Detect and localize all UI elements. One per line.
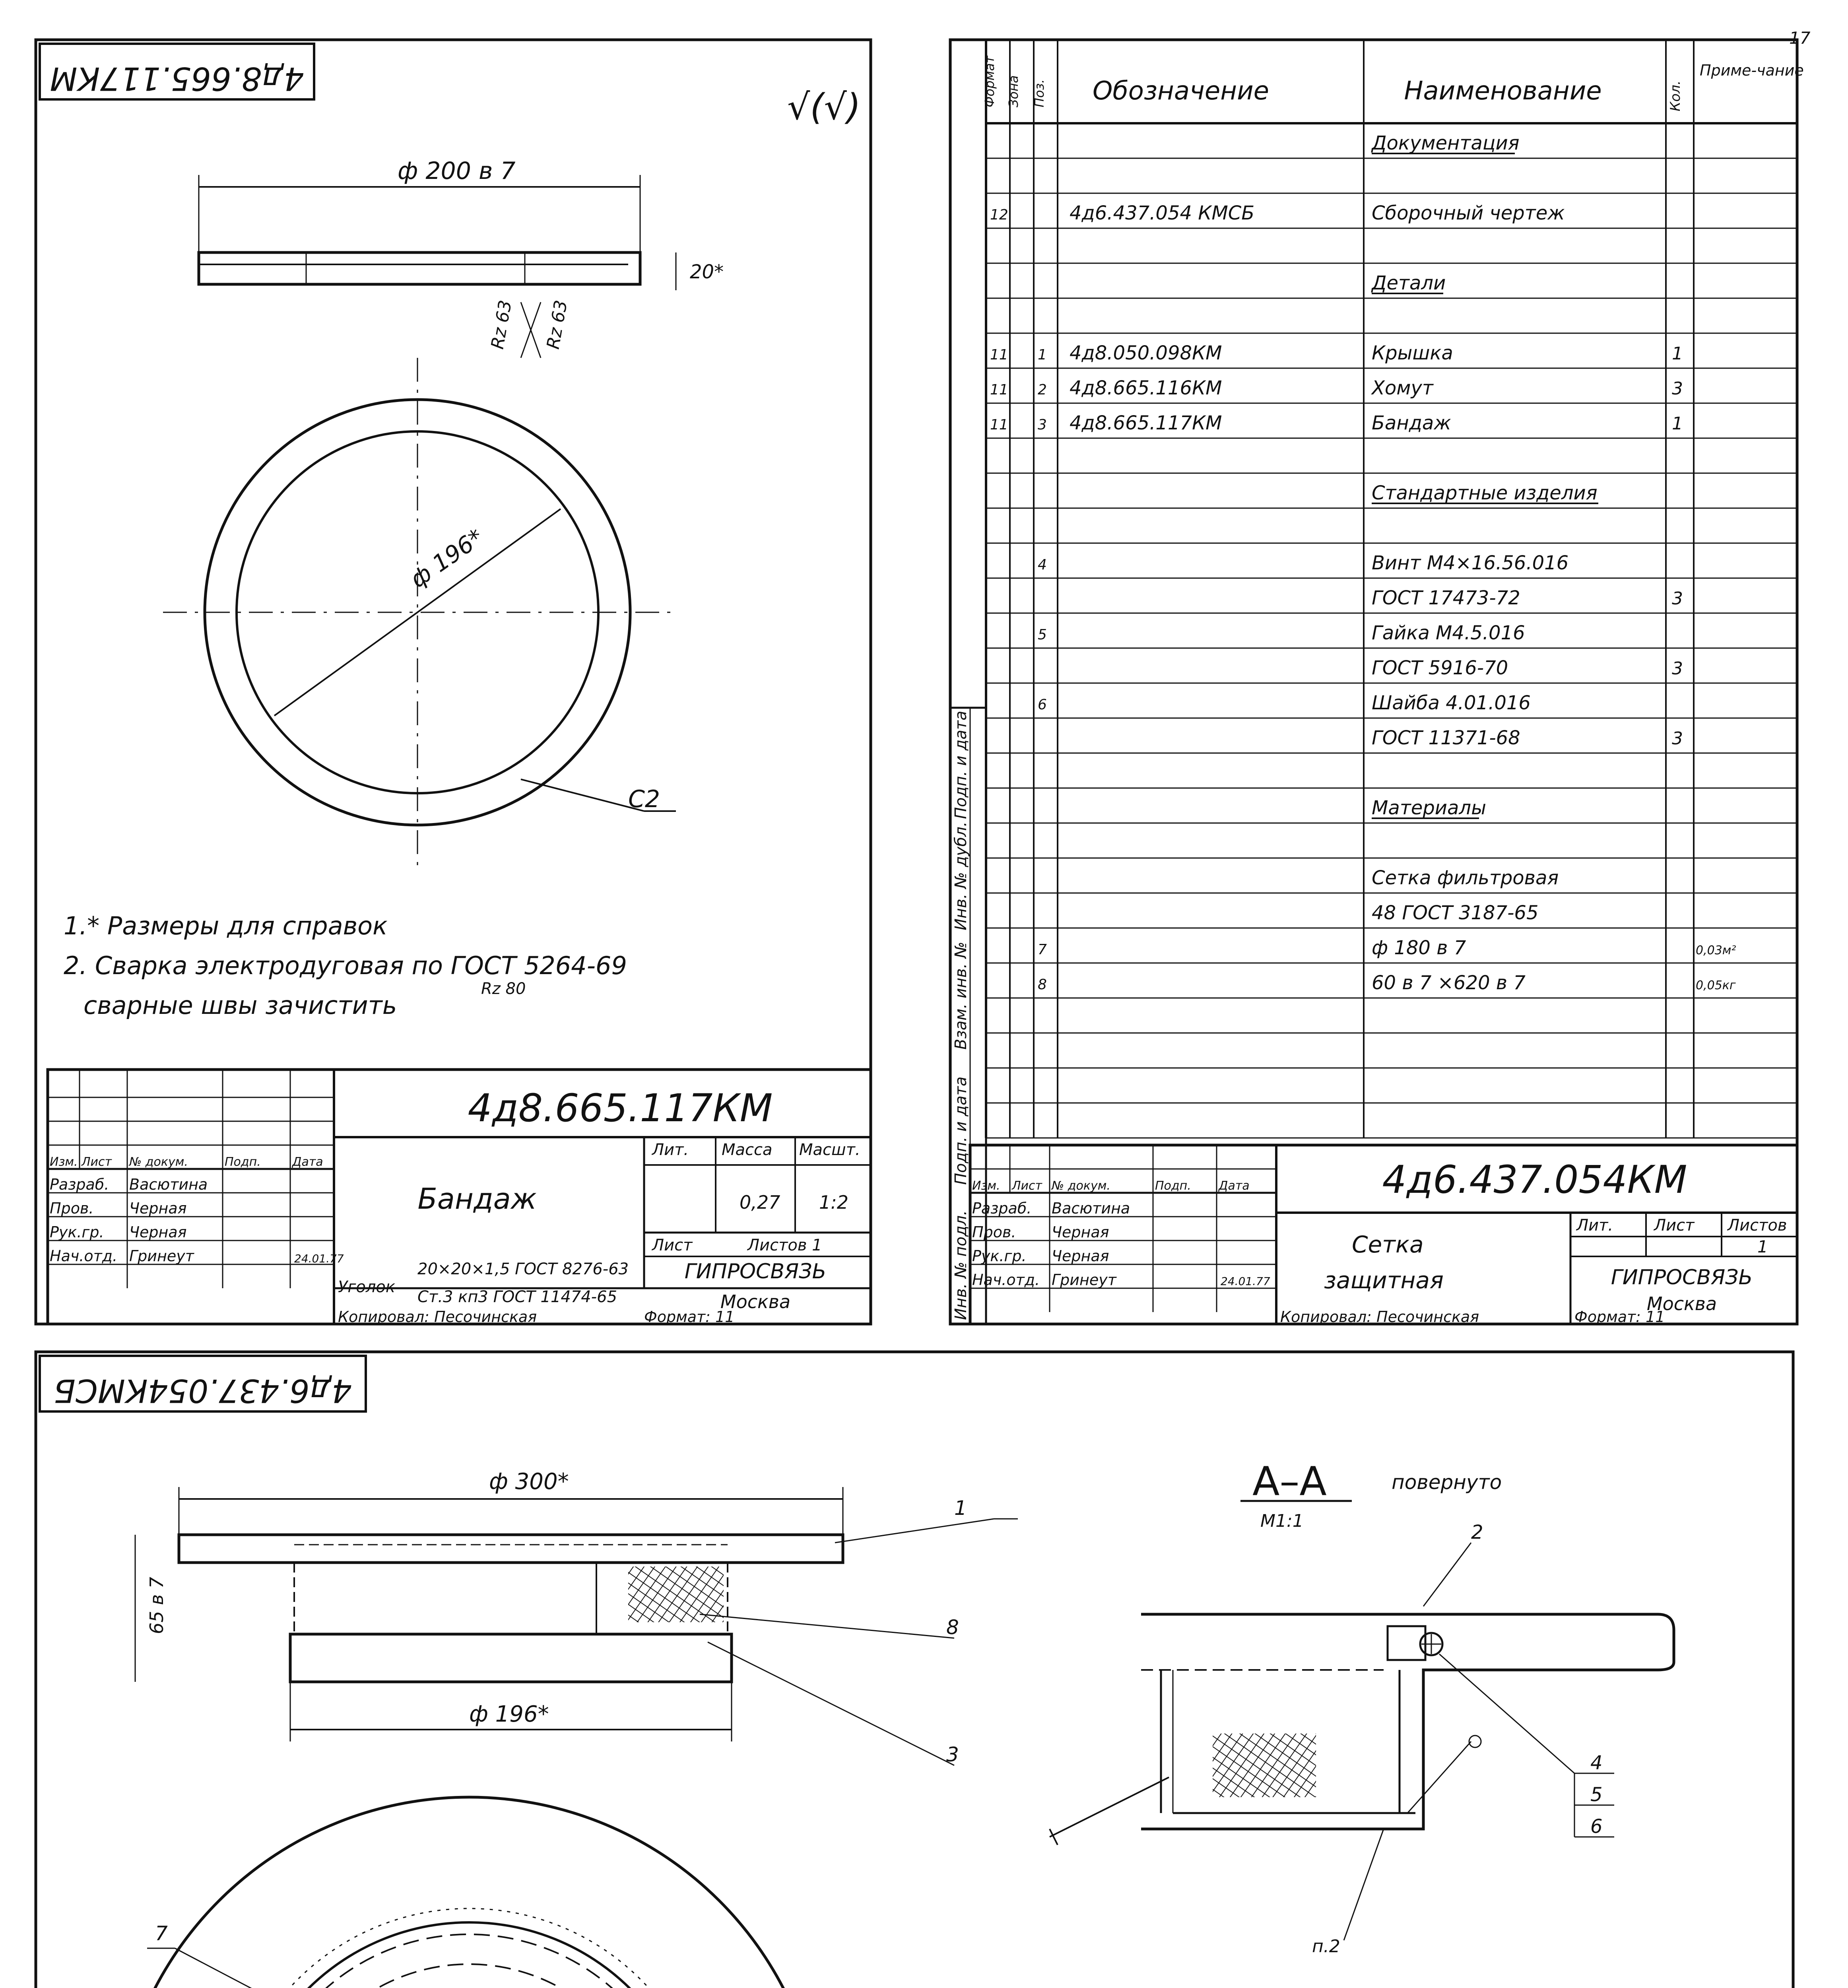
callout-5: 5 xyxy=(1590,1784,1603,1806)
sheet-bandage xyxy=(36,40,871,1326)
assembly-plan-view xyxy=(115,1797,845,1988)
sheet2-col-doc: № докум. xyxy=(1052,1179,1110,1193)
sheet2-person-1: Васютина xyxy=(1052,1200,1130,1217)
sheet1-col-doc: № докум. xyxy=(129,1155,188,1169)
assembly-front-view xyxy=(135,1469,1018,1766)
sheet-specification xyxy=(950,28,1811,1326)
sheet2-person-4: Гринеут xyxy=(1052,1271,1116,1289)
sheet1-material-b: 20×20×1,5 ГОСТ 8276-63 xyxy=(417,1260,629,1278)
sheet2-person-3: Черная xyxy=(1052,1247,1109,1265)
sheet1-col-izm: Изм. xyxy=(50,1155,78,1169)
sheet1-col-date: Дата xyxy=(292,1155,323,1169)
spec-cell-note: 0,05кг xyxy=(1696,978,1736,992)
mesh-hatch-section xyxy=(1213,1734,1316,1797)
spec-cell-name: Материалы xyxy=(1372,797,1486,819)
spec-cell-qty: 3 xyxy=(1672,588,1683,609)
sheet2-person-2: Черная xyxy=(1052,1223,1109,1241)
sheet1-note-3: сварные швы зачистить xyxy=(83,991,397,1020)
spec-cell-name: Детали xyxy=(1372,272,1446,294)
sheet1-date: 24.01.77 xyxy=(294,1252,344,1265)
spec-cell-qty: 1 xyxy=(1672,414,1683,434)
spec-cell-name: Винт М4×16.56.016 xyxy=(1372,552,1569,574)
sheet1-notes xyxy=(64,911,627,1020)
sheet1-mass-label: Масса xyxy=(722,1141,773,1159)
sheet1-material-a: Уголок xyxy=(338,1278,396,1296)
spec-header-note: Приме-чание xyxy=(1700,62,1804,79)
sheet2-col-date: Дата xyxy=(1219,1179,1250,1193)
sheet1-person-2: Черная xyxy=(129,1200,187,1217)
spec-cell-qty: 3 xyxy=(1672,728,1683,749)
dim-top-label: ф 300* xyxy=(489,1469,569,1495)
bandage-side-view xyxy=(199,157,724,358)
spec-cell-pos: 2 xyxy=(1038,382,1047,398)
spec-cell-name: ГОСТ 5916-70 xyxy=(1372,657,1508,679)
spec-header-pos: Поз. xyxy=(1032,79,1047,107)
side-label-5: Подп. и дата xyxy=(952,711,970,819)
cover-outer-circle xyxy=(115,1797,823,1988)
spec-cell-name: Бандаж xyxy=(1372,412,1451,434)
weld-roughness-label: Rz 80 xyxy=(481,980,526,998)
sheet2-role-3: Рук.гр. xyxy=(972,1247,1027,1265)
spec-cell-code: 4д8.665.117КМ xyxy=(1070,412,1222,434)
sheet2-frame xyxy=(950,40,1797,1324)
callout-6: 6 xyxy=(1590,1815,1603,1838)
callout-8: 8 xyxy=(946,1616,959,1639)
dim-inner-label: ф 196* xyxy=(405,523,489,593)
sheet1-mass: 0,27 xyxy=(740,1192,780,1213)
weld-mark-label: C2 xyxy=(628,785,660,813)
spec-cell-pos: 6 xyxy=(1038,697,1047,713)
sheet1-city: Москва xyxy=(720,1291,791,1312)
callout-4: 4 xyxy=(1590,1752,1603,1774)
spec-cell-name: Крышка xyxy=(1372,342,1453,364)
spec-cell-name: Сборочный чертеж xyxy=(1372,202,1565,224)
spec-cell-pos: 5 xyxy=(1038,627,1047,643)
sheet2-col-list: Лист xyxy=(1012,1179,1042,1193)
sheet1-sheets-label: Листов 1 xyxy=(747,1236,822,1254)
sheet2-city: Москва xyxy=(1646,1293,1717,1314)
sheet2-copied: Копировал: Песочинская xyxy=(1280,1308,1479,1326)
sheet1-note-2: 2. Сварка электродуговая по ГОСТ 5264-69 xyxy=(64,951,627,980)
side-label-4: Инв. № дубл. xyxy=(952,821,970,930)
section-aa xyxy=(1050,1458,1674,1957)
sheet1-sheet-label: Лист xyxy=(652,1236,693,1254)
sheet1-copied: Копировал: Песочинская xyxy=(338,1308,537,1326)
sheet2-sheets: 1 xyxy=(1757,1237,1768,1256)
spec-cell-pos: 4 xyxy=(1038,557,1047,573)
sheet2-date: 24.01.77 xyxy=(1221,1275,1270,1288)
spec-cell-name: ГОСТ 11371-68 xyxy=(1372,727,1520,749)
bottom-ring xyxy=(290,1634,732,1682)
spec-cell-name: Шайба 4.01.016 xyxy=(1372,692,1531,714)
bandage-plan-view xyxy=(163,358,676,867)
spec-header-name: Наименование xyxy=(1404,76,1602,106)
sheet2-sheets-label: Листов xyxy=(1728,1216,1787,1235)
sheet1-part-name: Бандаж xyxy=(417,1182,537,1215)
sheet2-name-a: Сетка xyxy=(1352,1231,1424,1258)
sheet2-role-4: Нач.отд. xyxy=(972,1271,1040,1289)
callout-7: 7 xyxy=(155,1922,168,1945)
spec-cell-name: ГОСТ 17473-72 xyxy=(1372,587,1520,609)
spec-header-format: Формат xyxy=(982,56,997,107)
spec-cell-qty: 1 xyxy=(1672,344,1683,364)
dim-outer-label: ф 200 в 7 xyxy=(398,157,516,185)
sheet1-role-4: Нач.отд. xyxy=(50,1247,118,1265)
sheet2-format: Формат: 11 xyxy=(1574,1308,1665,1326)
side-label-1: Инв. № подл. xyxy=(952,1210,970,1320)
spec-cell-name: Стандартные изделия xyxy=(1372,482,1598,504)
mesh-hatch-front xyxy=(628,1567,724,1622)
sheet1-person-3: Черная xyxy=(129,1223,187,1241)
callout-1: 1 xyxy=(954,1497,967,1520)
roughness-symbol: √(√) xyxy=(787,86,861,128)
weld-label: п.2 xyxy=(1312,1936,1340,1957)
section-title: А–А xyxy=(1252,1458,1327,1505)
spec-cell-name: Сетка фильтровая xyxy=(1372,867,1559,889)
side-label-2: Подп. и дата xyxy=(952,1076,970,1185)
spec-cell-pos: 1 xyxy=(1038,347,1047,363)
sheet2-title-block xyxy=(970,1145,1797,1326)
spec-cell-note: 0,03м² xyxy=(1696,944,1736,957)
roughness-right-label: Rz 63 xyxy=(543,299,572,351)
callout-2: 2 xyxy=(1471,1521,1483,1543)
spec-cell-pos: 8 xyxy=(1038,977,1047,993)
spec-cell-name: Документация xyxy=(1372,132,1520,154)
spec-cell-name: Гайка М4.5.016 xyxy=(1372,622,1525,644)
sheet1-title-block xyxy=(48,1070,871,1326)
sheet1-corner-code: 4д8.665.117КМ xyxy=(50,60,304,97)
spec-cell-code: 4д8.665.116КМ xyxy=(1070,377,1222,399)
spec-cell-fmt: 11 xyxy=(990,382,1008,398)
sheet2-name-b: защитная xyxy=(1324,1267,1444,1294)
dim-height-label: 20* xyxy=(690,261,724,283)
sheet2-sheet-label: Лист xyxy=(1654,1216,1695,1235)
sheet1-role-3: Рук.гр. xyxy=(50,1223,104,1241)
sheet3-corner-code: 4д6.437.054КМСБ xyxy=(54,1372,352,1409)
spec-cell-fmt: 12 xyxy=(990,207,1008,223)
sheet2-col-izm: Изм. xyxy=(972,1179,1000,1193)
sheet1-org: ГИПРОСВЯЗЬ xyxy=(684,1260,827,1283)
sheet1-col-list: Лист xyxy=(82,1155,112,1169)
spec-cell-pos: 7 xyxy=(1038,942,1047,958)
sheet1-person-1: Васютина xyxy=(129,1176,208,1193)
dim-height-assembly: 65 в 7 xyxy=(146,1576,167,1634)
section-note: повернуто xyxy=(1392,1471,1502,1494)
spec-cell-name: 48 ГОСТ 3187-65 xyxy=(1372,902,1539,924)
spec-cell-fmt: 11 xyxy=(990,417,1008,433)
cover-plate xyxy=(179,1535,843,1563)
spec-cell-code: 4д8.050.098КМ xyxy=(1070,342,1222,364)
sheet1-scale: 1:2 xyxy=(819,1192,849,1213)
sheet2-role-1: Разраб. xyxy=(972,1200,1032,1217)
spec-header-code: Обозначение xyxy=(1092,76,1270,106)
sheet1-note-1: 1.* Размеры для справок xyxy=(64,911,388,940)
sheet1-col-sign: Подп. xyxy=(225,1155,261,1169)
spec-cell-qty: 3 xyxy=(1672,379,1683,399)
section-scale: М1:1 xyxy=(1260,1511,1304,1531)
spec-cell-name: Хомут xyxy=(1372,377,1433,399)
page-number: 17 xyxy=(1789,28,1811,48)
spec-cell-qty: 3 xyxy=(1672,658,1683,679)
sheet1-role-2: Пров. xyxy=(50,1200,94,1217)
spec-header-qty: Кол. xyxy=(1667,80,1683,111)
side-label-3: Взам. инв. № xyxy=(952,942,970,1050)
sheet1-role-1: Разраб. xyxy=(50,1176,109,1193)
spec-cell-fmt: 11 xyxy=(990,347,1008,363)
sheet1-person-4: Гринеут xyxy=(129,1247,194,1265)
spec-cell-name: ф 180 в 7 xyxy=(1372,937,1466,959)
sheet-assembly xyxy=(36,1352,1793,1988)
dim-bottom-label: ф 196* xyxy=(469,1701,549,1727)
sheet1-scale-label: Масшт. xyxy=(799,1141,860,1159)
sheet2-role-2: Пров. xyxy=(972,1223,1016,1241)
spec-cell-pos: 3 xyxy=(1038,417,1047,433)
ring-circle xyxy=(241,1922,698,1988)
sheet1-format: Формат: 11 xyxy=(644,1308,735,1326)
sheet2-lit-label: Лит. xyxy=(1576,1216,1613,1235)
roughness-left-label: Rz 63 xyxy=(487,299,516,351)
sheet2-org: ГИПРОСВЯЗЬ xyxy=(1611,1266,1753,1289)
spec-cell-name: 60 в 7 ×620 в 7 xyxy=(1372,972,1526,994)
sheet1-lit-label: Лит. xyxy=(652,1141,689,1159)
sheet1-frame xyxy=(36,40,871,1324)
sheet2-designation: 4д6.437.054КМ xyxy=(1382,1157,1687,1202)
sheet1-material-c: Ст.3 кп3 ГОСТ 11474-65 xyxy=(417,1288,617,1306)
spec-header-zone: Зона xyxy=(1006,75,1021,107)
bandage-profile xyxy=(199,252,640,284)
spec-cell-code: 4д6.437.054 КМСБ xyxy=(1070,202,1255,224)
sheet2-col-sign: Подп. xyxy=(1155,1179,1191,1193)
callout-3: 3 xyxy=(946,1743,959,1766)
sheet1-designation: 4д8.665.117КМ xyxy=(468,1086,773,1130)
